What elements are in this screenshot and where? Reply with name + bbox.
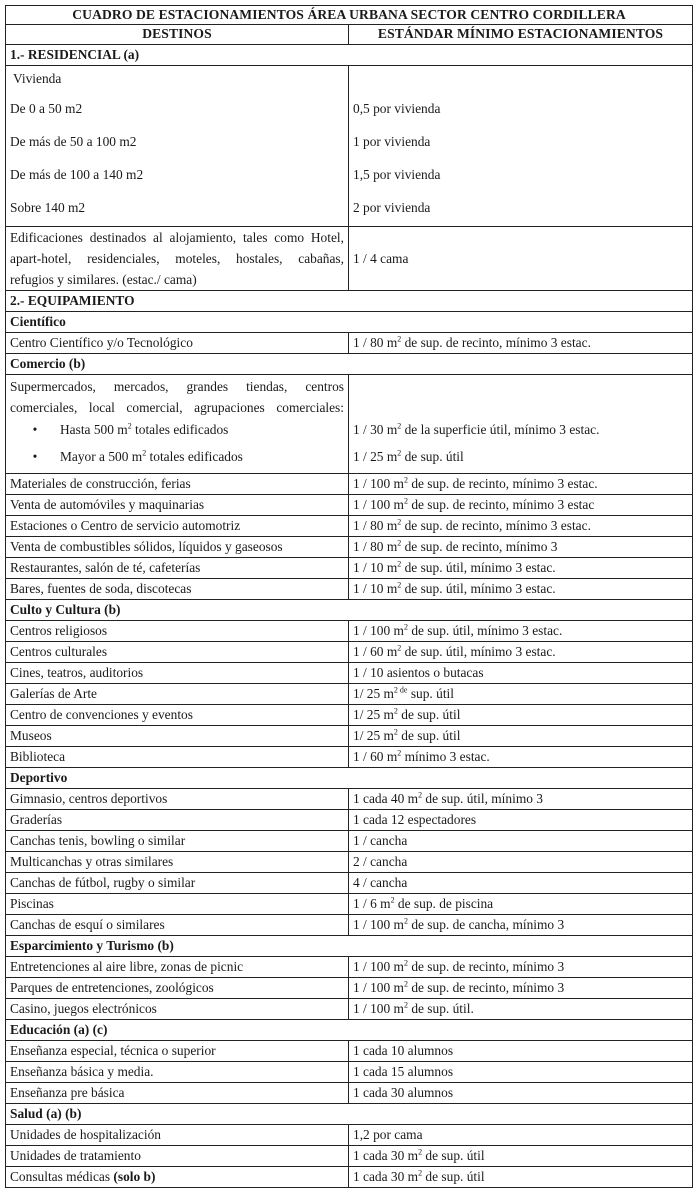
parking-standards-document	[5, 5, 692, 1188]
table-row	[6, 978, 693, 999]
category-title: Deportivo	[6, 768, 693, 789]
table-row	[6, 831, 693, 852]
destino-cell: Enseñanza especial, técnica o superior	[6, 1041, 349, 1062]
destino-cell: Venta de automóviles y maquinarias	[6, 495, 349, 516]
estandar-cell: 1 cada 30 alumnos	[349, 1083, 693, 1104]
vivienda-range: Sobre 140 m2	[10, 200, 86, 215]
vivienda-block	[6, 66, 693, 227]
destino-cell: Piscinas	[6, 894, 349, 915]
table-row	[6, 705, 693, 726]
category-title: Comercio (b)	[6, 354, 693, 375]
destino-cell: Multicanchas y otras similares	[6, 852, 349, 873]
estandar-cell: 1 cada 30 $m^2$ de sup. útil	[349, 1167, 693, 1188]
category-comercio	[6, 354, 693, 375]
table-row	[6, 810, 693, 831]
section-title: 2.- EQUIPAMIENTO	[6, 291, 693, 312]
table-row	[6, 495, 693, 516]
estandar-cell: 1,2 por cama	[349, 1125, 693, 1146]
estandar-cell: 4 / cancha	[349, 873, 693, 894]
estandar-cell: 1 / 100 $m^2$ de sup. de recinto, mínimo 3	[349, 978, 693, 999]
destino-cell: Unidades de hospitalización	[6, 1125, 349, 1146]
category-esparcimiento	[6, 936, 693, 957]
table-row	[6, 1041, 693, 1062]
category-cientifico	[6, 312, 693, 333]
header-estandar: ESTÁNDAR MÍNIMO ESTACIONAMIENTOS	[349, 25, 693, 45]
category-title: Científico	[6, 312, 693, 333]
table-row	[6, 957, 693, 978]
bullet-icon: •	[32, 449, 38, 464]
vivienda-standard: 2 por vivienda	[353, 200, 431, 215]
table-title: CUADRO DE ESTACIONAMIENTOS ÁREA URBANA SECTOR CENTRO CORDILLERA	[6, 6, 693, 25]
table-row	[6, 558, 693, 579]
category-salud	[6, 1104, 693, 1125]
estandar-cell: 1 / 80 $m^2$ de sup. de recinto, mínimo 3 estac.	[349, 516, 693, 537]
table-row	[6, 333, 693, 354]
estandar-cell: 1 cada 40 $m^2$ de sup. útil, mínimo 3	[349, 789, 693, 810]
destino-cell: Museos	[6, 726, 349, 747]
category-title: Educación (a) (c)	[6, 1020, 693, 1041]
estandar-cell: 1 cada 30 $m^2$ de sup. útil	[349, 1146, 693, 1167]
estandar-cell: 1 / 10 $m^2$ de sup. útil, mínimo 3 estac.	[349, 579, 693, 600]
alojamiento-row	[6, 227, 693, 291]
destino-cell: Gimnasio, centros deportivos	[6, 789, 349, 810]
table-row	[6, 1083, 693, 1104]
estandar-cell: 1 / 80 $m^2$ de sup. de recinto, mínimo 3	[349, 537, 693, 558]
comercio-supermercados-row	[6, 375, 693, 474]
alojamiento-estandar: 1 / 4 cama	[349, 227, 693, 291]
destino-cell: Bares, fuentes de soda, discotecas	[6, 579, 349, 600]
estandar-cell: 1 cada 12 espectadores	[349, 810, 693, 831]
category-deportivo	[6, 768, 693, 789]
destino-cell: Enseñanza pre básica	[6, 1083, 349, 1104]
table-row	[6, 1167, 693, 1188]
estandar-cell: 1 / 100 $m^2$ de sup. útil.	[349, 999, 693, 1020]
section-residencial	[6, 45, 693, 66]
vivienda-estandar	[349, 66, 693, 227]
category-culto	[6, 600, 693, 621]
destino-cell: Enseñanza básica y media.	[6, 1062, 349, 1083]
category-educacion	[6, 1020, 693, 1041]
category-title: Salud (a) (b)	[6, 1104, 693, 1125]
destino-cell: Venta de combustibles sólidos, líquidos y gaseosos	[6, 537, 349, 558]
vivienda-standard: 0,5 por vivienda	[353, 101, 441, 116]
alojamiento-destino: Edificaciones destinados al alojamiento, tales como Hotel, apart-hotel, residenciales, moteles, hostales, cabañas, refugios y similares. (estac./ cama)	[6, 227, 349, 291]
destino-cell: Galerías de Arte	[6, 684, 349, 705]
table-row	[6, 852, 693, 873]
destino-cell: Consultas médicas (solo b)	[6, 1167, 349, 1188]
table-row	[6, 999, 693, 1020]
estandar-cell: 1 / 100 $m^2$ de sup. de recinto, mínimo 3	[349, 957, 693, 978]
estandar-cell: 1 / 100 $m^2$ de sup. de cancha, mínimo 3	[349, 915, 693, 936]
estandar-cell: 1 cada 15 alumnos	[349, 1062, 693, 1083]
destino-cell: Canchas tenis, bowling o similar	[6, 831, 349, 852]
section-title: 1.- RESIDENCIAL (a)	[6, 45, 693, 66]
destino-cell: Biblioteca	[6, 747, 349, 768]
table-row	[6, 621, 693, 642]
estandar-cell: 1/ 25 $m^{2 de}$ sup. útil	[349, 684, 693, 705]
table-title-row	[6, 6, 693, 25]
estandar-cell: 1 / 100 $m^2$ de sup. de recinto, mínimo 3 estac.	[349, 474, 693, 495]
estandar-cell: 1 / 6 $m^2$ de sup. de piscina	[349, 894, 693, 915]
table-row	[6, 579, 693, 600]
estandar-cell: 1 / 10 $m^2$ de sup. útil, mínimo 3 estac.	[349, 558, 693, 579]
estandar-cell: 1 / 60 $m^2$ de sup. útil, mínimo 3 estac.	[349, 642, 693, 663]
bullet-icon: •	[32, 422, 38, 437]
estandar-cell: 1 / 80 $m^2$ de sup. de recinto, mínimo 3 estac.	[349, 333, 693, 354]
comercio-supermercados-destino: Supermercados, mercados, grandes tiendas, centros comerciales, local comercial, agrupaciones comerciales: • Hasta 500 $m^2$ totales edificados • Mayor a 500 $m^2$ totales edificados	[6, 375, 349, 474]
estandar-cell: 1/ 25 $m^2$ de sup. útil	[349, 726, 693, 747]
vivienda-range: De más de 100 a 140 m2	[10, 167, 144, 182]
destino-cell: Canchas de esquí o similares	[6, 915, 349, 936]
destino-cell: Canchas de fútbol, rugby o similar	[6, 873, 349, 894]
table-row	[6, 747, 693, 768]
table-row	[6, 1125, 693, 1146]
parking-table	[5, 5, 693, 1188]
estandar-cell: 1 cada 10 alumnos	[349, 1041, 693, 1062]
table-row	[6, 663, 693, 684]
estandar-cell: 1 / 100 $m^2$ de sup. útil, mínimo 3 estac.	[349, 621, 693, 642]
estandar-cell: 2 / cancha	[349, 852, 693, 873]
vivienda-label: Vivienda	[13, 71, 62, 86]
vivienda-destinos	[6, 66, 349, 227]
destino-cell: Centros religiosos	[6, 621, 349, 642]
header-destinos: DESTINOS	[6, 25, 349, 45]
comercio-supermercados-estandar: 1 / 30 $m^2$ de la superficie útil, mínimo 3 estac. 1 / 25 $m^2$ de sup. útil	[349, 375, 693, 474]
destino-cell: Parques de entretenciones, zoológicos	[6, 978, 349, 999]
estandar-cell: 1 / 60 $m^2$ mínimo 3 estac.	[349, 747, 693, 768]
table-row	[6, 789, 693, 810]
table-row	[6, 1062, 693, 1083]
vivienda-range: De 0 a 50 m2	[10, 101, 83, 116]
table-row	[6, 642, 693, 663]
destino-cell: Estaciones o Centro de servicio automotriz	[6, 516, 349, 537]
table-row	[6, 873, 693, 894]
table-row	[6, 915, 693, 936]
table-row	[6, 537, 693, 558]
category-title: Culto y Cultura (b)	[6, 600, 693, 621]
table-row	[6, 516, 693, 537]
table-row	[6, 894, 693, 915]
destino-cell: Graderías	[6, 810, 349, 831]
table-row	[6, 684, 693, 705]
estandar-cell: 1/ 25 $m^2$ de sup. útil	[349, 705, 693, 726]
destino-cell: Centro Científico y/o Tecnológico	[6, 333, 349, 354]
destino-cell: Casino, juegos electrónicos	[6, 999, 349, 1020]
destino-cell: Materiales de construcción, ferias	[6, 474, 349, 495]
estandar-cell: 1 / 100 $m^2$ de sup. de recinto, mínimo 3 estac	[349, 495, 693, 516]
destino-cell: Unidades de tratamiento	[6, 1146, 349, 1167]
vivienda-standard: 1,5 por vivienda	[353, 167, 441, 182]
table-row	[6, 726, 693, 747]
table-row	[6, 1146, 693, 1167]
section-equipamiento	[6, 291, 693, 312]
destino-cell: Centros culturales	[6, 642, 349, 663]
vivienda-standard: 1 por vivienda	[353, 134, 431, 149]
destino-cell: Restaurantes, salón de té, cafeterías	[6, 558, 349, 579]
destino-cell: Cines, teatros, auditorios	[6, 663, 349, 684]
estandar-cell: 1 / cancha	[349, 831, 693, 852]
column-header-row	[6, 25, 693, 45]
destino-cell: Centro de convenciones y eventos	[6, 705, 349, 726]
vivienda-range: De más de 50 a 100 m2	[10, 134, 137, 149]
estandar-cell: 1 / 10 asientos o butacas	[349, 663, 693, 684]
category-title: Esparcimiento y Turismo (b)	[6, 936, 693, 957]
table-row	[6, 474, 693, 495]
destino-cell: Entretenciones al aire libre, zonas de picnic	[6, 957, 349, 978]
